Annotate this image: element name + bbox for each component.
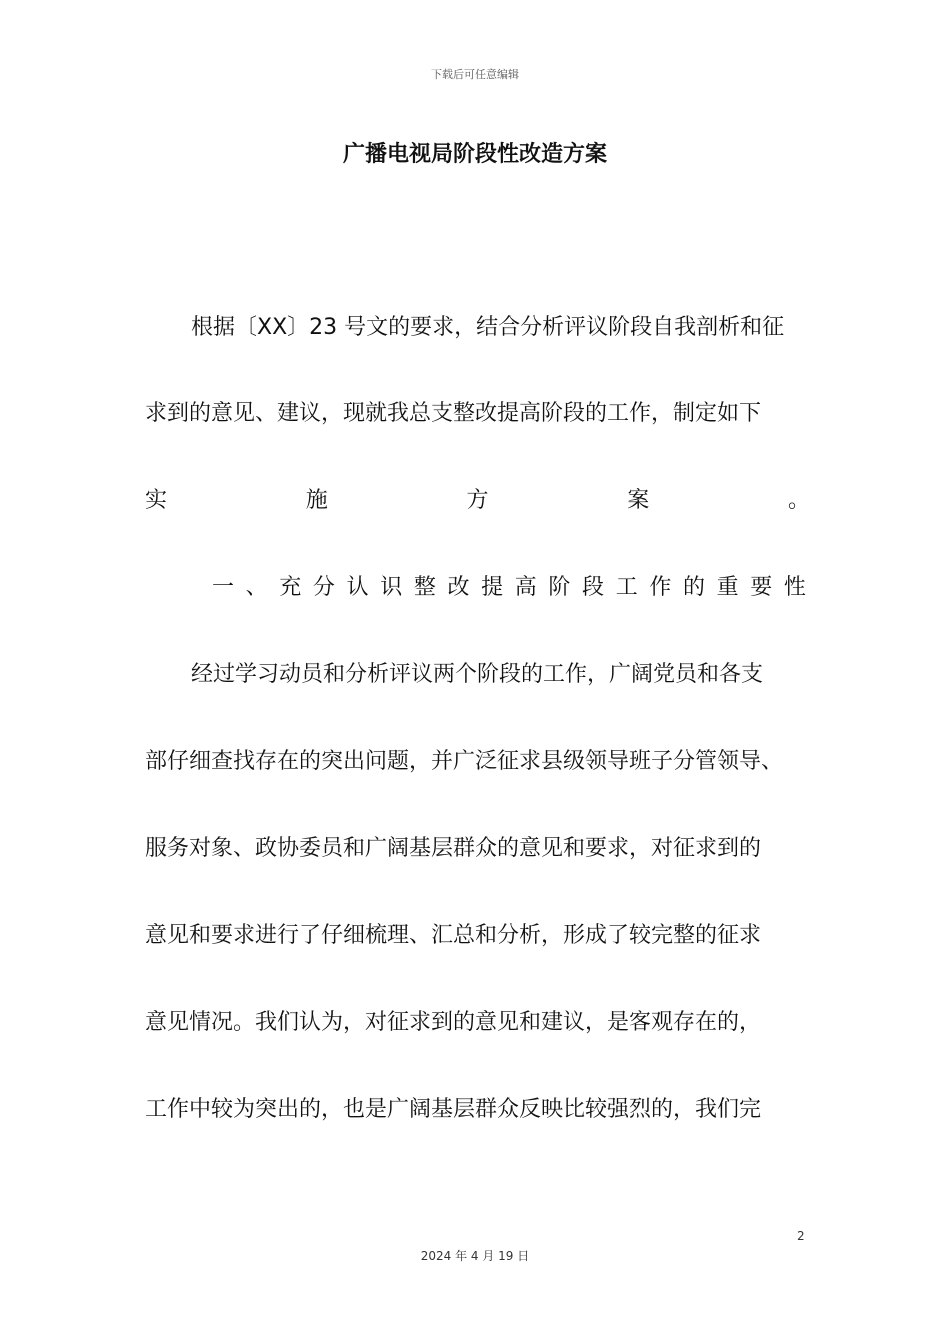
spread-char: 整 xyxy=(413,575,436,600)
spread-char: 识 xyxy=(380,575,403,600)
spread-char: 阶 xyxy=(548,575,571,600)
spread-char: 重 xyxy=(716,575,739,600)
page-number: 2 xyxy=(797,1229,805,1243)
paragraph-line-7: 服务对象、政协委员和广阔基层群众的意见和要求，对征求到的 xyxy=(145,836,762,861)
paragraph-line-1: 根据〔XX〕23 号文的要求，结合分析评议阶段自我剖析和征 xyxy=(191,315,785,340)
spread-char: 一 xyxy=(212,575,235,600)
paragraph-line-10: 工作中较为突出的，也是广阔基层群众反映比较强烈的，我们完 xyxy=(145,1097,762,1122)
spread-char: 施 xyxy=(305,488,328,513)
spread-char: 、 xyxy=(245,575,268,600)
spread-char: 。 xyxy=(787,488,810,513)
paragraph-line-9: 意见情况。我们认为，对征求到的意见和建议，是客观存在的， xyxy=(145,1010,762,1035)
page-header-note: 下载后可任意编辑 xyxy=(431,68,519,81)
spread-char: 性 xyxy=(783,575,806,600)
paragraph-line-6: 部仔细查找存在的突出问题，并广泛征求县级领导班子分管领导、 xyxy=(145,749,784,774)
spread-char: 分 xyxy=(312,575,335,600)
spread-char: 方 xyxy=(466,488,489,513)
spread-char: 提 xyxy=(481,575,504,600)
spread-char: 实 xyxy=(145,488,168,513)
spread-char: 充 xyxy=(279,575,302,600)
spread-char: 改 xyxy=(447,575,470,600)
spread-char: 认 xyxy=(346,575,369,600)
paragraph-line-8: 意见和要求进行了仔细梳理、汇总和分析，形成了较完整的征求 xyxy=(145,923,762,948)
spread-char: 的 xyxy=(682,575,705,600)
section-heading-1 xyxy=(212,573,806,603)
spread-char: 段 xyxy=(582,575,605,600)
paragraph-line-5: 经过学习动员和分析评议两个阶段的工作，广阔党员和各支 xyxy=(191,662,764,687)
spread-char: 工 xyxy=(615,575,638,600)
paragraph-line-3 xyxy=(145,486,810,516)
spread-char: 要 xyxy=(750,575,773,600)
page-footer-date: 2024 年 4 月 19 日 xyxy=(420,1249,530,1263)
spread-char: 案 xyxy=(627,488,650,513)
page-title: 广播电视局阶段性改造方案 xyxy=(342,142,607,167)
spread-char: 作 xyxy=(649,575,672,600)
paragraph-line-2: 求到的意见、建议，现就我总支整改提高阶段的工作，制定如下 xyxy=(145,401,762,426)
spread-char: 高 xyxy=(514,575,537,600)
